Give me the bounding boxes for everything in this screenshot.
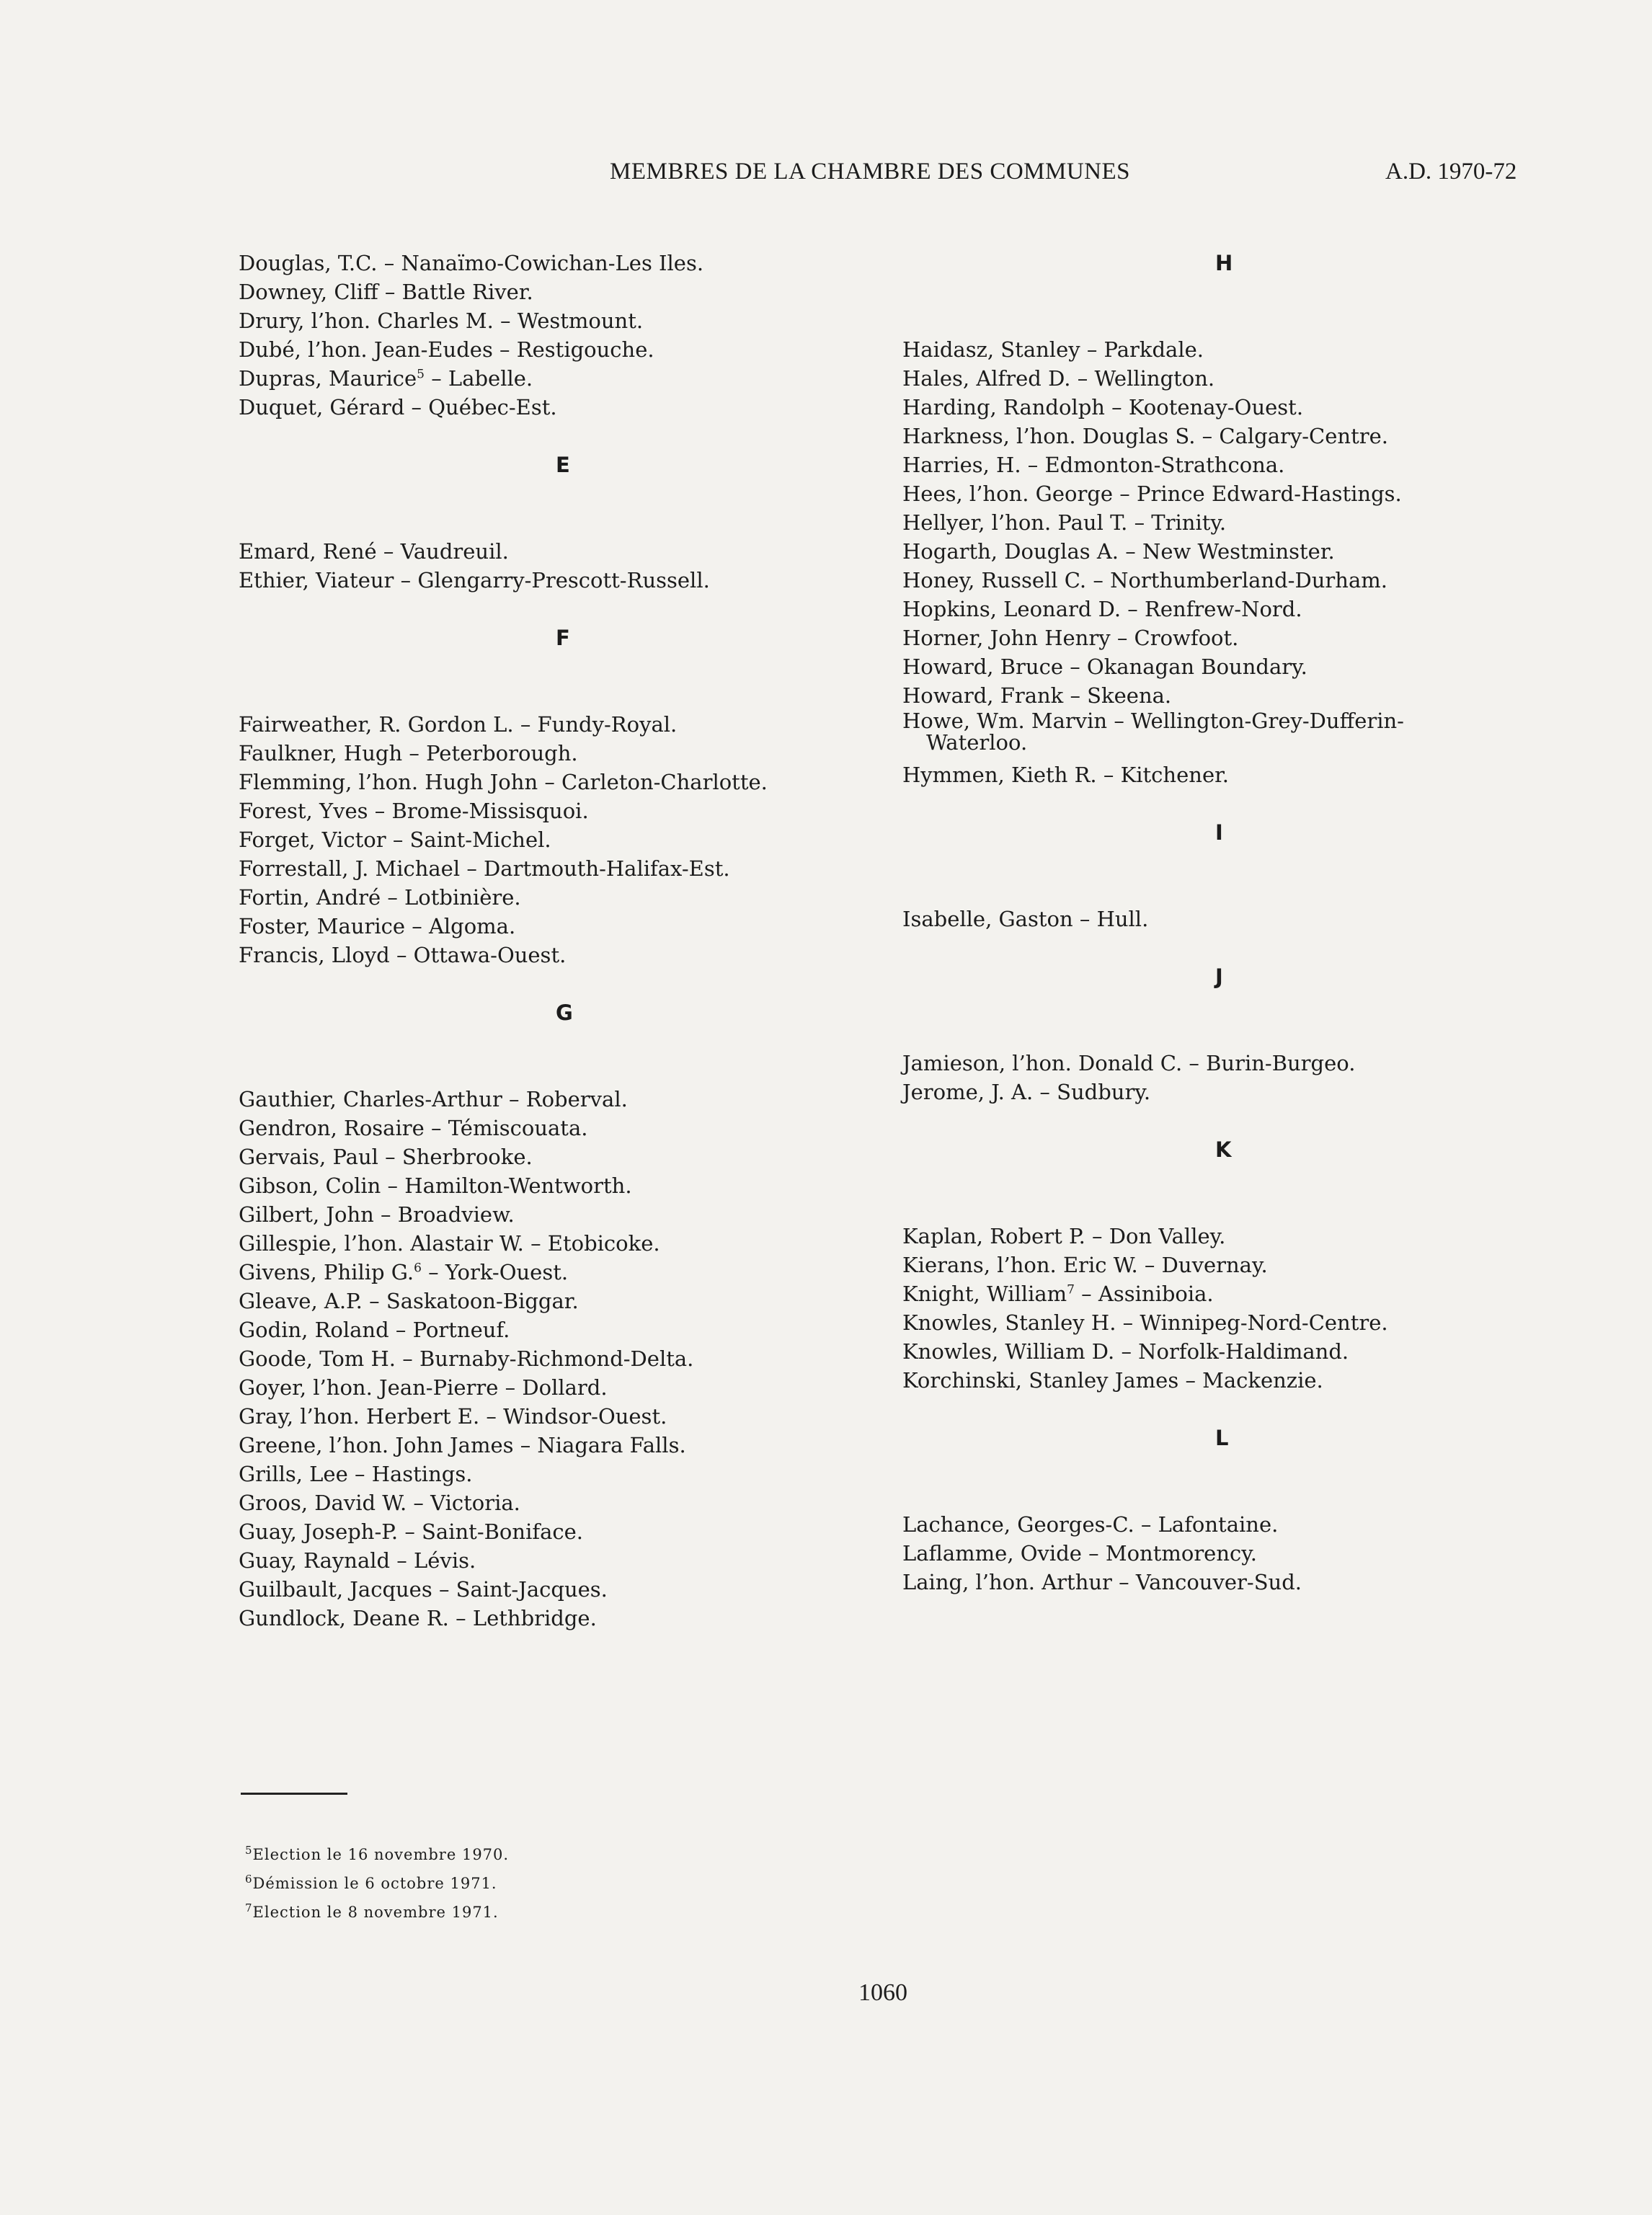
member-entry: Harkness, l’hon. Douglas S. – Calgary-Centre. xyxy=(902,424,1388,448)
member-entry: Lachance, Georges-C. – Lafontaine. xyxy=(902,1512,1279,1537)
footnote-text: Election le 16 novembre 1970. xyxy=(252,1846,510,1863)
member-entry: Horner, John Henry – Crowfoot. xyxy=(902,626,1239,650)
footnote xyxy=(245,1869,509,1898)
member-entry: Knowles, William D. – Norfolk-Haldimand. xyxy=(902,1339,1349,1364)
member-entry: Jerome, J. A. – Sudbury. xyxy=(902,1080,1151,1104)
section-letter-heading xyxy=(239,623,887,652)
member-entry: Korchinski, Stanley James – Mackenzie. xyxy=(902,1368,1323,1393)
member-entry: Douglas, T.C. – Nanaïmo-Cowichan-Les Iles. xyxy=(239,251,704,275)
member-entry: Drury, l’hon. Charles M. – Westmount. xyxy=(239,308,644,333)
section-letter-heading xyxy=(239,450,887,479)
member-entry xyxy=(239,1258,887,1287)
member-entry: Groos, David W. – Victoria. xyxy=(239,1491,520,1515)
member-entry: Gibson, Colin – Hamilton-Wentworth. xyxy=(239,1173,632,1198)
member-entry: Knowles, Stanley H. – Winnipeg-Nord-Centre. xyxy=(902,1310,1388,1335)
member-riding: – Assiniboia. xyxy=(1074,1282,1214,1306)
footnote-marker: 5 xyxy=(417,367,425,382)
right-member-column xyxy=(902,249,1551,1597)
member-entry: Goyer, l’hon. Jean-Pierre – Dollard. xyxy=(239,1375,608,1400)
member-entry: Gray, l’hon. Herbert E. – Windsor-Ouest. xyxy=(239,1404,667,1429)
member-entry: Howard, Bruce – Okanagan Boundary. xyxy=(902,654,1307,679)
member-entry: Hogarth, Douglas A. – New Westminster. xyxy=(902,539,1335,564)
member-entry: Forest, Yves – Brome-Missisquoi. xyxy=(239,799,589,823)
member-entry: Laflamme, Ovide – Montmorency. xyxy=(902,1541,1258,1566)
section-letter: L xyxy=(1215,1426,1229,1450)
footnote-number: 6 xyxy=(245,1873,253,1886)
member-name: Knight, William xyxy=(902,1282,1067,1306)
member-entry: Guilbault, Jacques – Saint-Jacques. xyxy=(239,1577,608,1602)
member-entry: Emard, René – Vaudreuil. xyxy=(239,539,509,564)
footnote-marker: 7 xyxy=(1067,1282,1075,1297)
section-letter: I xyxy=(1215,820,1223,845)
section-letter: F xyxy=(556,626,570,650)
member-entry: Hopkins, Leonard D. – Renfrew-Nord. xyxy=(902,597,1302,621)
section-letter-heading xyxy=(902,1135,1551,1164)
member-entry: Gilbert, John – Broadview. xyxy=(239,1202,515,1227)
member-entry: Harries, H. – Edmonton-Strathcona. xyxy=(902,453,1285,477)
section-letter-heading xyxy=(239,998,887,1027)
member-entry: Flemming, l’hon. Hugh John – Carleton-Charlotte. xyxy=(239,770,768,794)
member-entry: Laing, l’hon. Arthur – Vancouver-Sud. xyxy=(902,1570,1302,1594)
member-entry-continuation: Waterloo. xyxy=(926,730,1028,755)
section-letter-heading xyxy=(902,249,1551,278)
member-entry xyxy=(239,364,887,393)
member-entry: Haidasz, Stanley – Parkdale. xyxy=(902,337,1204,362)
member-entry: Dubé, l’hon. Jean-Eudes – Restigouche. xyxy=(239,337,654,362)
member-entry: Kierans, l’hon. Eric W. – Duvernay. xyxy=(902,1253,1268,1277)
footnote xyxy=(245,1898,509,1927)
member-entry: Gendron, Rosaire – Témiscouata. xyxy=(239,1116,588,1140)
footnote-separator-rule xyxy=(241,1793,347,1795)
member-entry: Kaplan, Robert P. – Don Valley. xyxy=(902,1224,1226,1248)
footnote-number: 7 xyxy=(245,1901,253,1914)
section-letter-heading xyxy=(902,818,1551,847)
footnotes xyxy=(245,1840,509,1927)
section-letter-heading xyxy=(902,1424,1551,1452)
member-entry: Isabelle, Gaston – Hull. xyxy=(902,907,1149,931)
member-name: Givens, Philip G. xyxy=(239,1260,414,1284)
member-entry: Gundlock, Deane R. – Lethbridge. xyxy=(239,1606,597,1630)
member-entry: Fairweather, R. Gordon L. – Fundy-Royal. xyxy=(239,712,678,737)
page-number: 1060 xyxy=(858,1979,907,2006)
member-entry: Francis, Lloyd – Ottawa-Ouest. xyxy=(239,943,567,967)
member-entry: Greene, l’hon. John James – Niagara Falls. xyxy=(239,1433,686,1457)
member-entry xyxy=(902,710,1551,760)
section-letter: G xyxy=(556,1000,573,1025)
member-entry: Forrestall, J. Michael – Dartmouth-Halifax-Est. xyxy=(239,856,730,881)
section-letter: E xyxy=(556,453,570,477)
member-entry: Hees, l’hon. George – Prince Edward-Hastings. xyxy=(902,481,1402,506)
member-entry: Hymmen, Kieth R. – Kitchener. xyxy=(902,763,1229,787)
member-riding: – York-Ouest. xyxy=(421,1260,569,1284)
member-entry xyxy=(902,1279,1551,1308)
footnote-text: Démission le 6 octobre 1971. xyxy=(252,1875,497,1892)
member-entry: Duquet, Gérard – Québec-Est. xyxy=(239,395,557,420)
footnote-text: Election le 8 novembre 1971. xyxy=(252,1904,499,1921)
footnote-number: 5 xyxy=(245,1844,253,1857)
section-letter-heading xyxy=(902,962,1551,991)
member-entry: Foster, Maurice – Algoma. xyxy=(239,914,516,938)
member-entry: Guay, Raynald – Lévis. xyxy=(239,1548,476,1573)
member-entry: Goode, Tom H. – Burnaby-Richmond-Delta. xyxy=(239,1346,694,1371)
member-entry: Howard, Frank – Skeena. xyxy=(902,683,1172,708)
member-entry: Harding, Randolph – Kootenay-Ouest. xyxy=(902,395,1304,420)
member-entry: Hales, Alfred D. – Wellington. xyxy=(902,366,1215,391)
member-entry: Downey, Cliff – Battle River. xyxy=(239,280,533,304)
member-entry: Hellyer, l’hon. Paul T. – Trinity. xyxy=(902,510,1227,535)
member-entry: Jamieson, l’hon. Donald C. – Burin-Burgeo. xyxy=(902,1051,1356,1075)
footnote-marker: 6 xyxy=(414,1261,422,1276)
member-entry: Honey, Russell C. – Northumberland-Durham. xyxy=(902,568,1387,592)
section-letter: J xyxy=(1215,964,1223,989)
member-entry: Godin, Roland – Portneuf. xyxy=(239,1318,510,1342)
section-letter: H xyxy=(1215,251,1233,275)
member-entry: Grills, Lee – Hastings. xyxy=(239,1462,473,1486)
member-entry: Guay, Joseph-P. – Saint-Boniface. xyxy=(239,1519,583,1544)
member-entry: Gauthier, Charles-Arthur – Roberval. xyxy=(239,1087,628,1111)
left-member-column xyxy=(239,249,887,1633)
page-header-title: MEMBRES DE LA CHAMBRE DES COMMUNES xyxy=(610,159,1131,185)
page-header-date: A.D. 1970-72 xyxy=(1385,159,1517,185)
member-entry: Fortin, André – Lotbinière. xyxy=(239,885,521,910)
member-entry-line: Howe, Wm. Marvin – Wellington-Grey-Dufferin- xyxy=(902,709,1404,733)
member-entry: Gleave, A.P. – Saskatoon-Biggar. xyxy=(239,1289,579,1313)
member-entry: Faulkner, Hugh – Peterborough. xyxy=(239,741,578,765)
member-entry: Ethier, Viateur – Glengarry-Prescott-Russell. xyxy=(239,568,710,592)
member-name: Dupras, Maurice xyxy=(239,366,417,391)
member-entry: Gillespie, l’hon. Alastair W. – Etobicoke. xyxy=(239,1231,660,1256)
section-letter: K xyxy=(1215,1137,1232,1162)
member-entry: Gervais, Paul – Sherbrooke. xyxy=(239,1145,533,1169)
footnote xyxy=(245,1840,509,1869)
member-riding: – Labelle. xyxy=(425,366,533,391)
member-entry: Forget, Victor – Saint-Michel. xyxy=(239,827,551,852)
